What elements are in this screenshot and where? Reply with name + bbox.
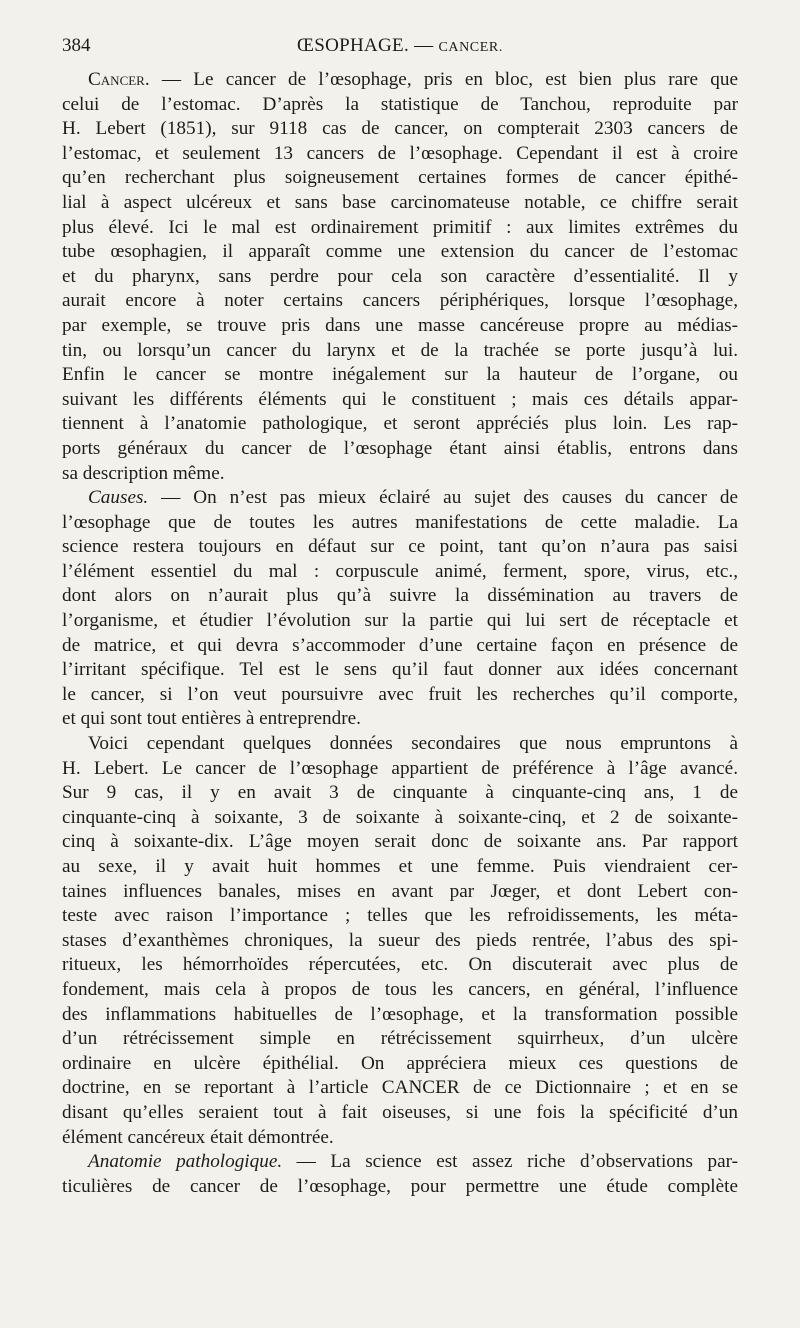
text-line: l’œsophage que de toutes les autres manifestations de cette maladie. La [62, 511, 738, 533]
text-line: doctrine, en se reportant à l’article CANCER de ce Dictionnaire ; et en se [62, 1077, 738, 1099]
text-line: ordinaire en ulcère épithélial. On appréciera mieux ces questions de [62, 1052, 738, 1074]
text-line: H. Lebert (1851), sur 9118 cas de cancer, on compterait 2303 cancers de [62, 118, 738, 140]
text-line: et qui sont tout entières à entreprendre. [62, 708, 361, 730]
page-number: 384 [62, 35, 91, 56]
text-line: — Le cancer de l’œsophage, pris en bloc, est bien plus rare que [149, 69, 738, 90]
text-line: ticulières de cancer de l’œsophage, pour permettre une étude complète [62, 1175, 738, 1197]
text-line: taines influences banales, mises en avant par Jœger, et dont Lebert con- [62, 880, 738, 902]
running-head [62, 30, 738, 64]
section-lead-cancer: Cancer. [88, 69, 150, 90]
text-line: cinq à soixante-dix. L’âge moyen serait donc de soixante ans. Par rapport [62, 831, 738, 853]
running-head-title: ŒSOPHAGE. — [297, 35, 434, 56]
paragraph-causes [62, 486, 738, 732]
text-line: l’élément essentiel du mal : corpuscule animé, ferment, spore, virus, etc., [62, 560, 738, 582]
section-lead-anatomie: Anatomie pathologique. [88, 1151, 283, 1173]
text-line: qu’en recherchant plus soigneusement certaines formes de cancer épithé- [62, 167, 738, 189]
text-line: — La science est assez riche d’observations par- [282, 1151, 738, 1173]
text-line: aurait encore à noter certains cancers périphériques, lorsque l’œsophage, [62, 290, 738, 312]
text-line: plus élevé. Ici le mal est ordinairement primitif : aux limites extrêmes du [62, 216, 738, 238]
text-line: Voici cependant quelques données secondaires que nous empruntons à [88, 733, 738, 755]
text-line: de matrice, et qui devra s’accommoder d’une certaine façon en présence de [62, 634, 738, 656]
paragraph-anatomie [62, 1150, 738, 1199]
text-line: Sur 9 cas, il y en avait 3 de cinquante à cinquante-cinq ans, 1 de [62, 782, 738, 804]
text-line: — On n’est pas mieux éclairé au sujet des causes du cancer de [148, 487, 738, 509]
text-line: H. Lebert. Le cancer de l’œsophage appartient de préférence à l’âge avancé. [62, 757, 738, 779]
text-line: d’un rétrécissement simple en rétrécissement squirrheux, d’un ulcère [62, 1028, 738, 1050]
book-page [62, 30, 738, 1199]
text-line: tiennent à l’anatomie pathologique, et seront appréciés plus loin. Les rap- [62, 413, 738, 435]
text-line: des inflammations habituelles de l’œsophage, et la transformation possible [62, 1003, 738, 1025]
text-line: élément cancéreux était démontrée. [62, 1126, 334, 1148]
text-line: l’estomac, et seulement 13 cancers de l’œsophage. Cependant il est à croire [62, 142, 738, 164]
text-line: tube œsophagien, il apparaît comme une extension du cancer de l’estomac [62, 241, 738, 263]
text-line: le cancer, si l’on veut poursuivre avec fruit les recherches qu’il comporte, [62, 683, 738, 705]
text-line: Enfin le cancer se montre inégalement sur la hauteur de l’organe, ou [62, 364, 738, 386]
text-line: fondement, mais cela à propos de tous les cancers, en général, l’influence [62, 978, 738, 1000]
running-head-section: CANCER. [438, 40, 503, 55]
text-line: science restera toujours en défaut sur ce point, tant qu’on n’aura pas saisi [62, 536, 738, 558]
body-text [62, 68, 738, 1199]
text-line: suivant les différents éléments qui le constituent ; mais ces détails appar- [62, 388, 738, 410]
text-line: sa description même. [62, 462, 225, 484]
section-lead-causes: Causes. [88, 487, 149, 509]
text-line: par exemple, se trouve pris dans une masse cancéreuse propre au médias- [62, 314, 738, 336]
text-line: et du pharynx, sans perdre pour cela son caractère d’essentialité. Il y [62, 265, 738, 287]
text-line: ports généraux du cancer de l’œsophage étant ainsi établis, entrons dans [62, 437, 738, 459]
text-line: stases d’exanthèmes chroniques, la sueur des pieds rentrée, l’abus des spi- [62, 929, 738, 951]
text-line: l’organisme, et étudier l’évolution sur la partie qui lui sert de réceptacle et [62, 610, 738, 632]
paragraph-donnees [62, 732, 738, 1150]
page-header [62, 30, 738, 62]
text-line: celui de l’estomac. D’après la statistique de Tanchou, reproduite par [62, 93, 738, 115]
text-line: cinquante-cinq à soixante, 3 de soixante à soixante-cinq, et 2 de soixante- [62, 806, 738, 828]
text-line: l’irritant spécifique. Tel est le sens qu’il faut donner aux idées concernant [62, 659, 738, 681]
text-line: tin, ou lorsqu’un cancer du larynx et de la trachée se porte jusqu’à lui. [62, 339, 738, 361]
text-line: dont alors on n’aurait plus qu’à suivre la dissémination au travers de [62, 585, 738, 607]
text-line: lial à aspect ulcéreux et sans base carcinomateuse notable, ce chiffre serait [62, 191, 738, 213]
text-line: ritueux, les hémorrhoïdes répercutées, etc. On discuterait avec plus de [62, 954, 738, 976]
text-line: teste avec raison l’importance ; telles que les refroidissements, les méta- [62, 905, 738, 927]
text-line: au sexe, il y avait huit hommes et une femme. Puis viendraient cer- [62, 856, 738, 877]
paragraph-cancer [62, 68, 738, 486]
text-line: disant qu’elles seraient tout à fait oiseuses, si une fois la spécificité d’un [62, 1101, 738, 1123]
